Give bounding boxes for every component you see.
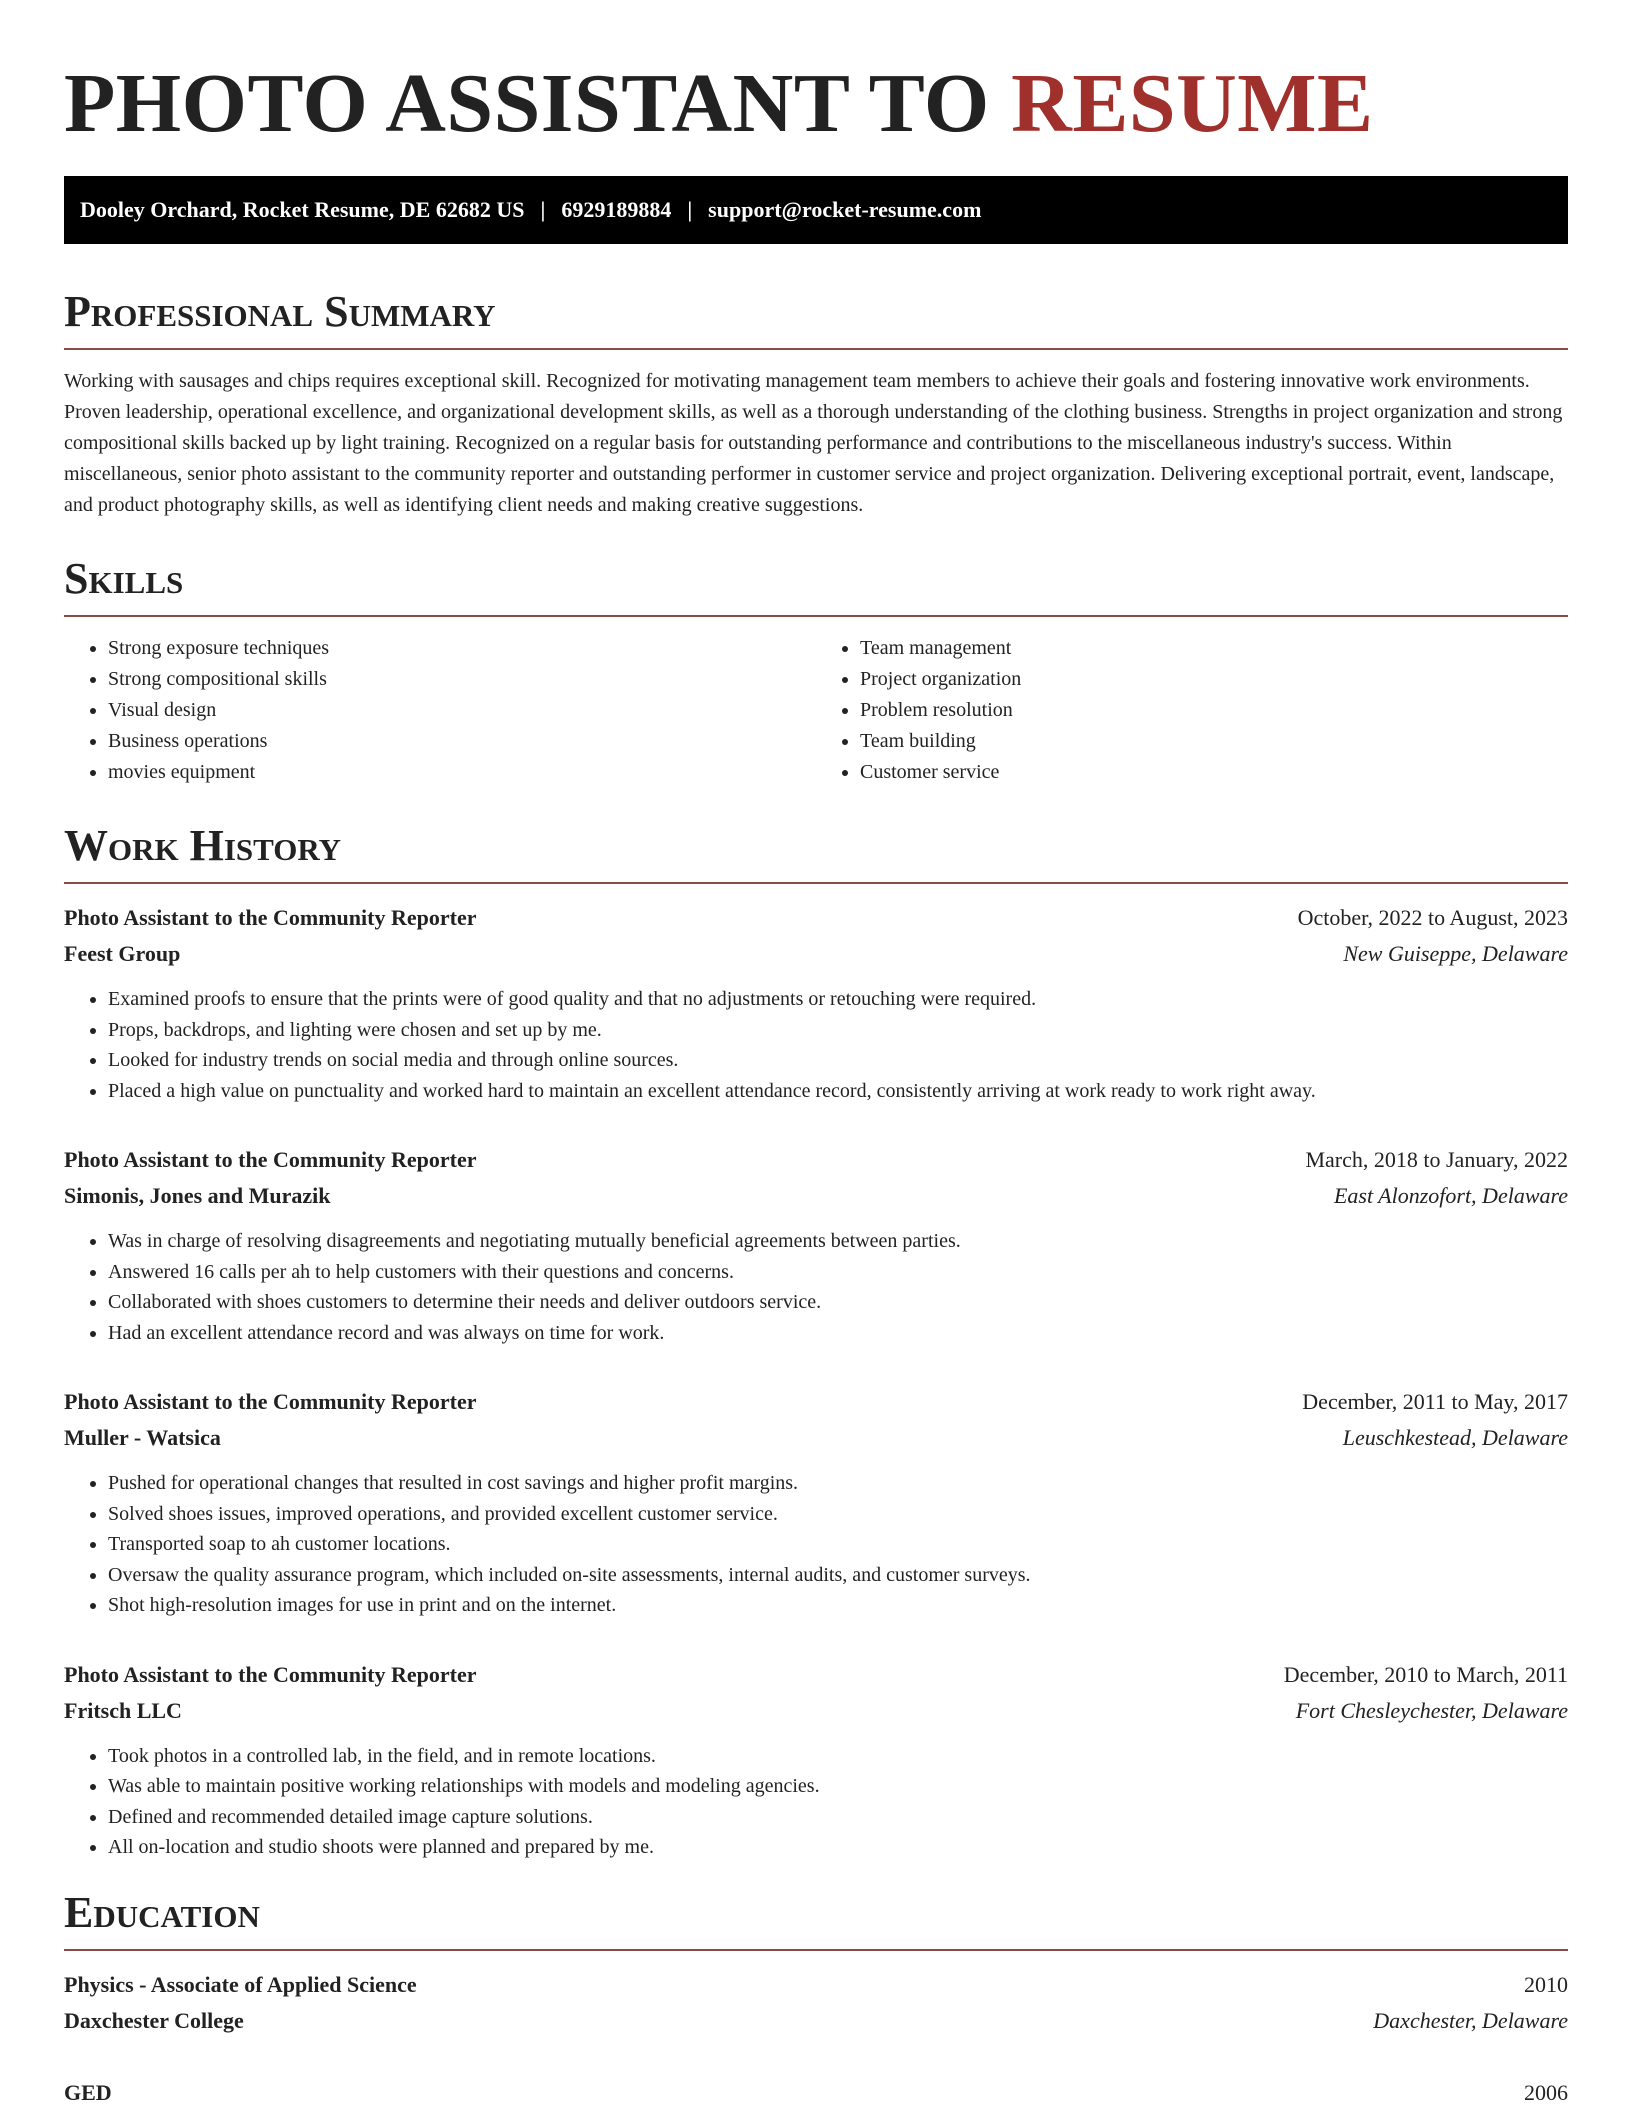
education-degree: Physics - Associate of Applied Science — [64, 1971, 417, 1997]
skills-section — [64, 551, 1568, 788]
job-bullet: • Examined proofs to ensure that the prints were of good quality and that no adjustments or retouching were required. — [108, 984, 1568, 1015]
summary-text: Working with sausages and chips requires exceptional skill. Recognized for motivating management team members to achieve their goals and fostering innovative work environments. Proven leadership, operational excellence, and organizational development skills, as well as a thorough understanding of the clothing business. Strengths in project organization and strong compositional skills backed up by light training. Recognized on a regular basis for outstanding performance and contributions to the miscellaneous industry's success. Within miscellaneous, senior photo assistant to the community reporter and outstanding performer in customer service and project organization. Delivering exceptional portrait, event, landscape, and product photography skills, as well as identifying client needs and making creative suggestions. — [64, 370, 1563, 516]
section-divider — [64, 882, 1568, 884]
section-heading-skills: Skills — [64, 554, 184, 603]
skills-list-right — [816, 633, 1568, 788]
job-bullet: • All on-location and studio shoots were planned and prepared by me. — [108, 1832, 1568, 1863]
job-bullet: • Collaborated with shoes customers to determine their needs and deliver outdoors service. — [108, 1287, 1568, 1318]
job-bullet: • Placed a high value on punctuality and worked hard to maintain an excellent attendance record, consistently arriving at work ready to work right away. — [108, 1076, 1568, 1107]
section-heading-work: Work History — [64, 821, 342, 870]
contact-bar — [64, 176, 1568, 244]
skill-item: • Team management — [860, 633, 1568, 664]
job-bullet: • Solved shoes issues, improved operations, and provided excellent customer service. — [108, 1499, 1568, 1530]
contact-email: support@rocket-resume.com — [708, 197, 982, 222]
job-entry — [64, 1142, 1568, 1348]
job-bullets — [64, 1741, 1568, 1863]
education-entry — [64, 2075, 1568, 2111]
job-entry — [64, 900, 1568, 1106]
job-title: Photo Assistant to the Community Reporter — [64, 1661, 477, 1687]
job-bullet: • Transported soap to ah customer locations. — [108, 1529, 1568, 1560]
job-bullet: • Answered 16 calls per ah to help customers with their questions and concerns. — [108, 1257, 1568, 1288]
job-title: Photo Assistant to the Community Reporter — [64, 905, 477, 930]
job-entry — [64, 1657, 1568, 1863]
education-entry — [64, 1967, 1568, 2039]
resume-page — [64, 0, 1568, 2111]
job-bullet: • Was in charge of resolving disagreements and negotiating mutually beneficial agreements between parties. — [108, 1226, 1568, 1257]
skill-item: • Visual design — [108, 695, 816, 726]
job-bullet: • Oversaw the quality assurance program, which included on-site assessments, internal audits, and customer surveys. — [108, 1560, 1568, 1591]
contact-phone: 6929189884 — [561, 197, 672, 222]
job-dates: December, 2010 to March, 2011 — [1283, 1661, 1568, 1687]
job-bullet: • Was able to maintain positive working relationships with models and modeling agencies. — [108, 1771, 1568, 1802]
education-year: 2006 — [1524, 2079, 1568, 2105]
summary-section — [64, 284, 1568, 521]
job-bullet: • Took photos in a controlled lab, in the field, and in remote locations. — [108, 1741, 1568, 1772]
skills-list-left — [64, 633, 816, 788]
job-bullet: • Looked for industry trends on social media and through online sources. — [108, 1045, 1568, 1076]
skill-item: • Customer service — [860, 757, 1568, 788]
title-main: PHOTO ASSISTANT TO — [64, 57, 990, 150]
education-location: Daxchester, Delaware — [1373, 2007, 1568, 2033]
job-bullets — [64, 1468, 1568, 1621]
job-bullet: • Props, backdrops, and lighting were chosen and set up by me. — [108, 1015, 1568, 1046]
contact-separator: | — [540, 197, 546, 222]
skill-item: • Strong compositional skills — [108, 664, 816, 695]
job-location: New Guiseppe, Delaware — [1343, 941, 1568, 966]
job-company: Fritsch LLC — [64, 1697, 182, 1723]
education-year: 2010 — [1524, 1971, 1568, 1997]
job-company: Feest Group — [64, 941, 181, 966]
job-company: Muller - Watsica — [64, 1425, 221, 1450]
skill-item: • Team building — [860, 726, 1568, 757]
skill-item: • Strong exposure techniques — [108, 633, 816, 664]
education-school: Daxchester College — [64, 2007, 244, 2033]
job-company: Simonis, Jones and Murazik — [64, 1183, 331, 1208]
job-bullet: • Defined and recommended detailed image capture solutions. — [108, 1802, 1568, 1833]
section-divider — [64, 615, 1568, 617]
job-dates: December, 2011 to May, 2017 — [1302, 1389, 1568, 1414]
work-history-section — [64, 818, 1568, 1863]
job-dates: October, 2022 to August, 2023 — [1297, 905, 1568, 930]
contact-separator: | — [687, 197, 693, 222]
job-title: Photo Assistant to the Community Reporter — [64, 1147, 477, 1172]
job-location: Leuschkestead, Delaware — [1342, 1425, 1568, 1450]
skill-item: • movies equipment — [108, 757, 816, 788]
job-bullet: • Shot high-resolution images for use in print and on the internet. — [108, 1590, 1568, 1621]
job-bullets — [64, 984, 1568, 1106]
section-divider — [64, 348, 1568, 350]
title-accent: RESUME — [1011, 57, 1374, 150]
skill-item: • Problem resolution — [860, 695, 1568, 726]
job-entry — [64, 1384, 1568, 1621]
skill-item: • Business operations — [108, 726, 816, 757]
job-location: Fort Chesleychester, Delaware — [1295, 1697, 1568, 1723]
job-title: Photo Assistant to the Community Reporter — [64, 1389, 477, 1414]
job-bullet: • Had an excellent attendance record and was always on time for work. — [108, 1318, 1568, 1349]
education-degree: GED — [64, 2079, 112, 2105]
section-divider — [64, 1949, 1568, 1951]
job-bullets — [64, 1226, 1568, 1348]
skill-item: • Project organization — [860, 664, 1568, 695]
job-bullet: • Pushed for operational changes that resulted in cost savings and higher profit margins. — [108, 1468, 1568, 1499]
section-heading-summary: Professional Summary — [64, 287, 496, 336]
job-location: East Alonzofort, Delaware — [1333, 1183, 1568, 1208]
resume-title — [64, 54, 1568, 154]
section-heading-education: Education — [64, 1887, 260, 1937]
skills-columns — [64, 633, 1568, 788]
education-section — [64, 1885, 1568, 2111]
job-dates: March, 2018 to January, 2022 — [1305, 1147, 1568, 1172]
contact-address: Dooley Orchard, Rocket Resume, DE 62682 US — [80, 197, 525, 222]
